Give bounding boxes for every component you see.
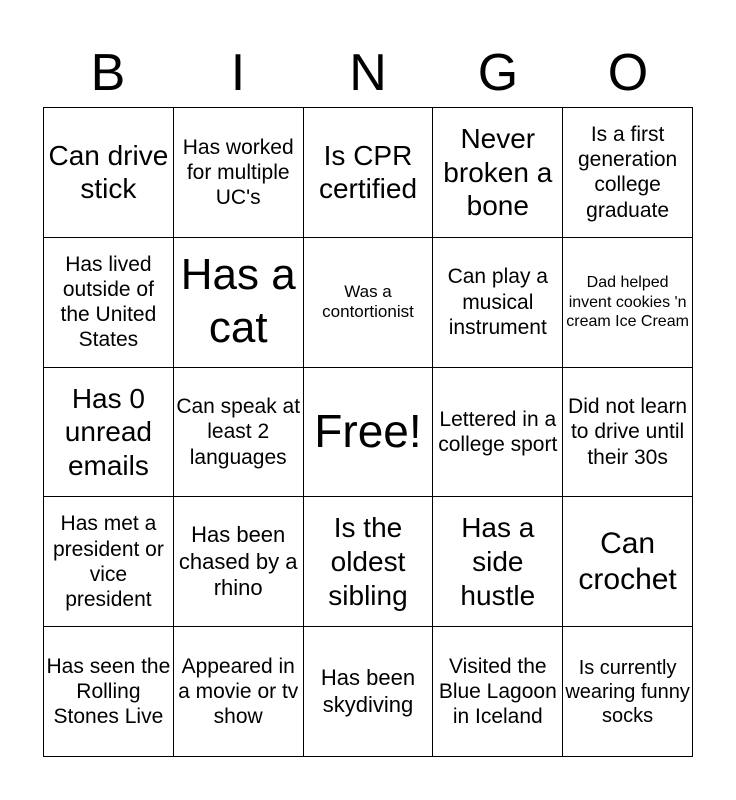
bingo-cell[interactable]: Did not learn to drive until their 30s bbox=[563, 368, 693, 498]
bingo-cell[interactable]: Can play a musical instrument bbox=[433, 238, 563, 368]
bingo-cell[interactable]: Has worked for multiple UC's bbox=[174, 108, 304, 238]
bingo-cell[interactable]: Can crochet bbox=[563, 497, 693, 627]
header-letter-i: I bbox=[230, 44, 246, 102]
header-letter-b: B bbox=[90, 44, 126, 102]
header-letter-g: G bbox=[477, 44, 519, 102]
bingo-cell[interactable]: Has a cat bbox=[174, 238, 304, 368]
bingo-cell[interactable]: Is currently wearing funny socks bbox=[563, 627, 693, 757]
bingo-cell[interactable]: Lettered in a college sport bbox=[433, 368, 563, 498]
bingo-cell[interactable]: Never broken a bone bbox=[433, 108, 563, 238]
bingo-header bbox=[43, 40, 693, 106]
bingo-cell[interactable]: Has a side hustle bbox=[433, 497, 563, 627]
bingo-cell[interactable]: Appeared in a movie or tv show bbox=[174, 627, 304, 757]
bingo-cell[interactable]: Dad helped invent cookies 'n cream Ice Cream bbox=[563, 238, 693, 368]
free-space-cell[interactable]: Free! bbox=[304, 368, 434, 498]
bingo-cell[interactable]: Can speak at least 2 languages bbox=[174, 368, 304, 498]
bingo-cell[interactable]: Has been skydiving bbox=[304, 627, 434, 757]
bingo-cell[interactable]: Is a first generation college graduate bbox=[563, 108, 693, 238]
bingo-cell[interactable]: Has been chased by a rhino bbox=[174, 497, 304, 627]
bingo-cell[interactable]: Visited the Blue Lagoon in Iceland bbox=[433, 627, 563, 757]
bingo-cell[interactable]: Was a contortionist bbox=[304, 238, 434, 368]
bingo-cell[interactable]: Has lived outside of the United States bbox=[44, 238, 174, 368]
bingo-cell[interactable]: Has seen the Rolling Stones Live bbox=[44, 627, 174, 757]
bingo-cell[interactable]: Is CPR certified bbox=[304, 108, 434, 238]
bingo-cell[interactable]: Can drive stick bbox=[44, 108, 174, 238]
bingo-cell[interactable]: Has 0 unread emails bbox=[44, 368, 174, 498]
header-letter-n: N bbox=[349, 44, 387, 102]
bingo-grid bbox=[43, 107, 693, 757]
bingo-cell[interactable]: Has met a president or vice president bbox=[44, 497, 174, 627]
header-letter-o: O bbox=[607, 44, 649, 102]
bingo-cell[interactable]: Is the oldest sibling bbox=[304, 497, 434, 627]
